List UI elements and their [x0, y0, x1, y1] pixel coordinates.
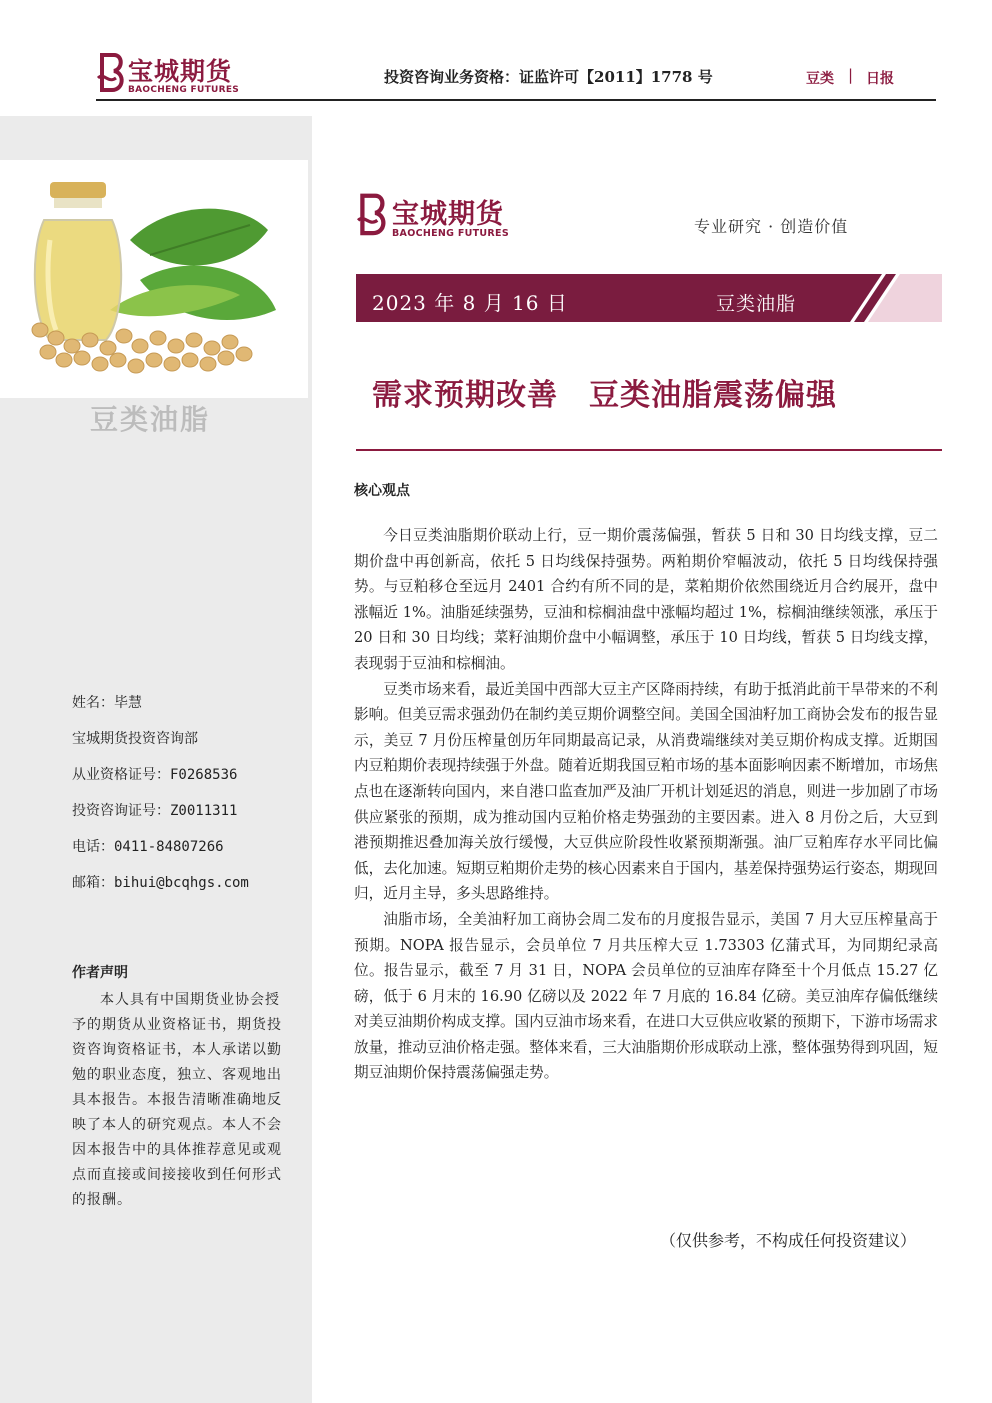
header-category: 豆类 [806, 71, 834, 87]
report-date: 2023 年 8 月 16 日 [372, 291, 568, 315]
report-body [354, 523, 938, 1086]
header-separator: | [848, 66, 854, 84]
header-report-type: 日报 [866, 71, 894, 87]
slogan: 专业研究 · 创造价值 [694, 217, 849, 236]
author-license: 从业资格证号：F0268536 [72, 767, 238, 783]
declaration-title: 作者声明 [72, 965, 128, 981]
author-name: 姓名：毕慧 [72, 695, 142, 711]
declaration-body: 本人具有中国期货业协会授予的期货从业资格证书，期货投资咨询资格证书，本人承诺以勤勉的职业态度，独立、客观地出具本报告。本报告清晰准确地反映了本人的研究观点。本人不会因本报告中的具体推荐意见或观点而直接或间接接收到任何形式的报酬。 [72, 992, 282, 1208]
paragraph: 油脂市场，全美油籽加工商协会周二发布的月度报告显示，美国 7 月大豆压榨量高于预期。NOPA 报告显示，会员单位 7 月共压榨大豆 1.73303 亿蒲式耳，为同期纪录高位。报告显示，截至 7 月 31 日，NOPA 会员单位的豆油库存降至十个月低点 15.27 亿磅，低于 6 月末的 16.90 亿磅以及 2022 年 7 月底的 16.84 亿磅。美豆油库存偏低继续对美豆油期价构成支撑。国内豆油市场来看，在进口大豆供应收紧的预期下，下游市场需求放量，推动豆油价格走强。整体来看，三大油脂期价形成联动上涨，整体强势得到巩固，短期豆油期价保持震荡偏强走势。 [354, 910, 938, 1082]
header-logo [96, 52, 256, 100]
report-category: 豆类油脂 [716, 293, 797, 315]
author-email[interactable]: 邮箱：bihui@bcqhgs.com [72, 875, 249, 891]
main-logo [356, 192, 526, 244]
main-brand-cn: 宝城期货 [392, 199, 504, 230]
license-text: 投资咨询业务资格：证监许可【2011】1778 号 [384, 68, 713, 86]
title-divider [356, 449, 942, 451]
paragraph: 豆类市场来看，最近美国中西部大豆主产区降雨持续，有助于抵消此前干旱带来的不利影响。但美豆需求强劲仍在制约美豆期价调整空间。美国全国油籽加工商协会发布的报告显示，美豆 7 月份压榨量创历年同期最高记录，从消费端继续对美豆期价构成支撑。近期国内豆粕期价表现持续强于外盘。随着近期我国豆粕市场的基本面影响因素不断增加，市场焦点也在逐渐转向国内，来自港口监查加严及油厂开机计划延迟的消息，则进一步加剧了市场供应紧张的预期，成为推动国内豆粕价格走势强劲的主要因素。进入 8 月份之后，大豆到港预期推迟叠加海关放行缓慢，大豆供应阶段性收紧预期渐强。油厂豆粕库存水平同比偏低，去化加速。短期豆粕期价走势的核心因素来自于国内，基差保持强势运行姿态，期现回归，近月主导，多头思路维持。 [354, 680, 938, 903]
brand-b-icon [96, 52, 126, 94]
section-heading: 核心观点 [354, 483, 410, 499]
sidebar-title: 豆类油脂 [90, 403, 211, 436]
author-consult-license: 投资咨询证号：Z0011311 [72, 803, 238, 819]
main-brand-en: BAOCHENG FUTURES [392, 228, 509, 239]
header-brand-cn: 宝城期货 [128, 57, 233, 86]
soybean-oil-illustration [0, 160, 308, 398]
header-brand-en: BAOCHENG FUTURES [128, 85, 240, 95]
author-dept: 宝城期货投资咨询部 [72, 731, 198, 747]
brand-b-icon [356, 192, 388, 238]
report-title: 需求预期改善 豆类油脂震荡偏强 [372, 378, 837, 413]
cover-image [0, 160, 308, 398]
author-phone: 电话：0411-84807266 [72, 839, 224, 855]
disclaimer: （仅供参考，不构成任何投资建议） [660, 1231, 917, 1250]
header-divider [96, 99, 936, 101]
paragraph: 今日豆类油脂期价联动上行，豆一期价震荡偏强，暂获 5 日和 30 日均线支撑，豆二期价盘中再创新高，依托 5 日均线保持强势。两粕期价窄幅波动，依托 5 日均线保持强势。与豆粕移仓至远月 2401 合约有所不同的是，菜粕期价依然围绕近月合约展开，盘中涨幅近 1%。油脂延续强势，豆油和棕榈油盘中涨幅均超过 1%，棕榈油继续领涨，承压于 20 日和 30 日均线；菜籽油期价盘中小幅调整，承压于 10 日均线，暂获 5 日均线支撑，表现弱于豆油和棕榈油。 [354, 527, 938, 672]
